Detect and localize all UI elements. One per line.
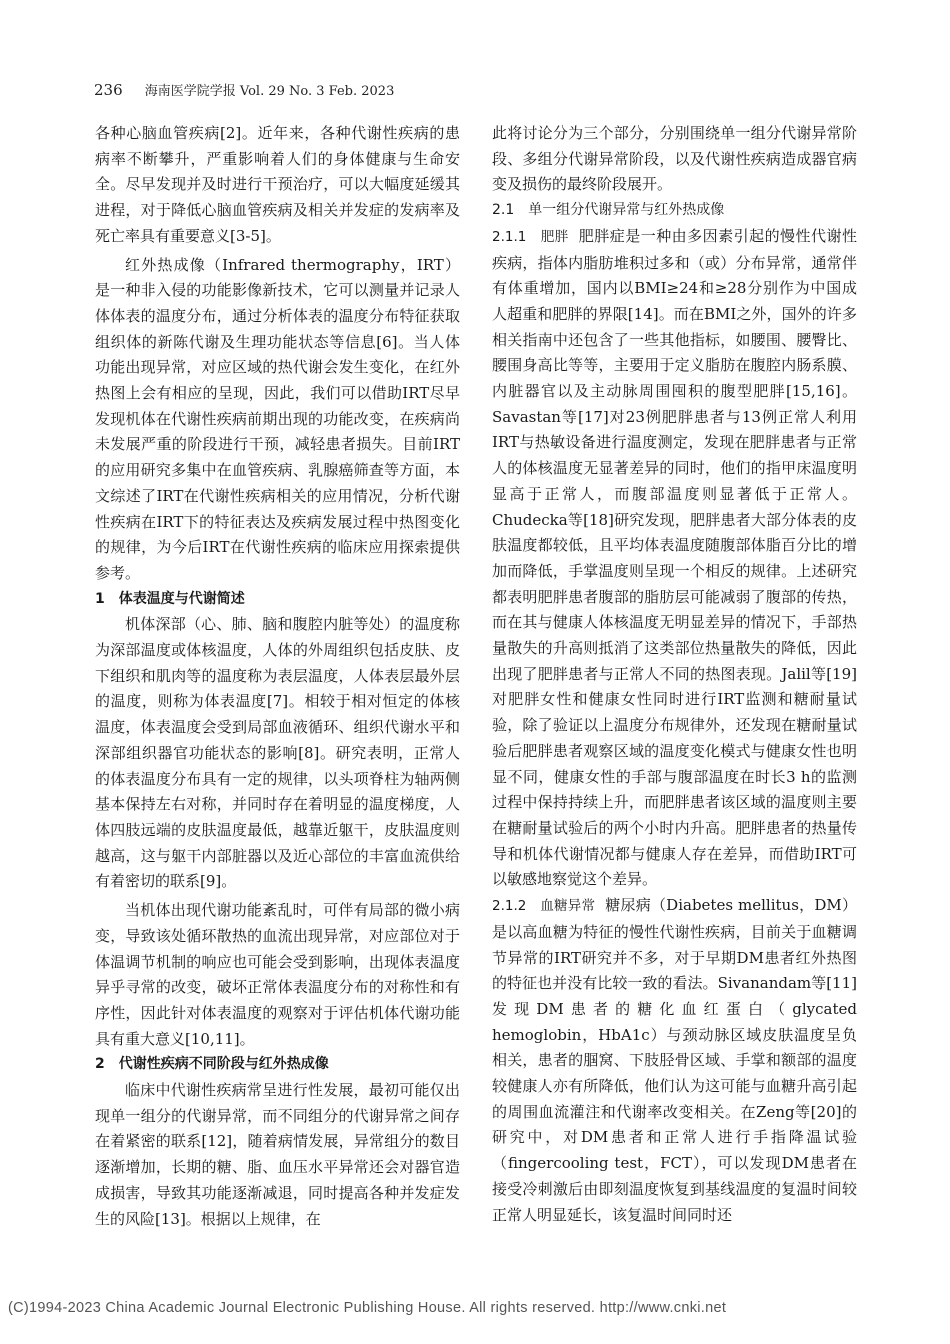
running-header [94,80,864,104]
paragraph: 当机体出现代谢功能紊乱时，可伴有局部的微小病变，导致该处循环散热的血流出现异常，对应部位对于体温调节机制的响应也可能会受到影响，出现体表温度异乎寻常的改变，破坏正常体表温度分布的对称性和有序性，因此针对体表温度的观察对于评估机体代谢功能具有重大意义[10,11]。 [95,901,460,1048]
section-heading: 2 代谢性疾病不同阶段与红外热成像 [95,1056,329,1073]
subsection-heading: 2.1 单一组分代谢异常与红外热成像 [492,202,725,219]
paragraph: 此将讨论分为三个部分，分别围绕单一组分代谢异常阶段、多组分代谢异常阶段，以及代谢性疾病造成器官病变及损伤的最终阶段展开。 [492,124,857,194]
page-number: 236 [94,81,123,99]
copyright-footer: (C)1994-2023 China Academic Journal Electronic Publishing House. All rights reserved. http://www.cnki.net [8,1300,727,1316]
subsubsection-heading: 2.1.2 血糖异常 [492,898,596,915]
paragraph: 临床中代谢性疾病常呈进行性发展，最初可能仅出现单一组分的代谢异常，而不同组分的代谢异常之间存在着紧密的联系[12]，随着病情发展，异常组分的数目逐渐增加，长期的糖、脂、血压水平异常还会对器官造成损害，导致其功能逐渐减退，同时提高各种并发症发生的风险[13]。根据以上规律，在 [95,1081,460,1228]
left-column [95,121,460,1232]
paragraph: 机体深部（心、肺、脑和腹腔内脏等处）的温度称为深部温度或体核温度，人体的外周组织包括皮肤、皮下组织和肌肉等的温度称为表层温度，人体表层最外层的温度，则称为体表温度[7]。相较于相对恒定的体核温度，体表温度会受到局部血液循环、组织代谢水平和深部组织器官功能状态的影响[8]。研究表明，正常人的体表温度分布具有一定的规律，以头项脊柱为轴两侧基本保持左右对称，并同时存在着明显的温度梯度，人体四肢远端的皮肤温度最低，越靠近躯干，皮肤温度则越高，这与躯干内部脏器以及近心部位的丰富血流供给有着密切的联系[9]。 [95,615,460,891]
section-heading: 1 体表温度与代谢简述 [95,590,245,607]
paragraph: 各种心脑血管疾病[2]。近年来，各种代谢性疾病的患病率不断攀升，严重影响着人们的身体健康与生命安全。尽早发现并及时进行干预治疗，可以大幅度延缓其进程，对于降低心脑血管疾病及相关并发症的发病率及死亡率具有重要意义[3-5]。 [95,124,460,245]
paragraph-text: 糖尿病（Diabetes mellitus，DM）是以高血糖为特征的慢性代谢性疾病，目前关于血糖调节异常的IRT研究并不多，对于早期DM患者红外热图的特征也并没有比较一致的看法。Sivanandam等[11]发现DM患者的糖化血红蛋白（glycated hemoglobin，HbA1c）与颈动脉区域皮肤温度呈负相关，患者的腘窝、下肢胫骨区域、手掌和额部的温度较健康人亦有所降低，他们认为这可能与血糖升高引起的周围血流灌注和代谢率改变相关。在Zeng等[20]的研究中，对DM患者和正常人进行手指降温试验（fingercooling test，FCT），可以发现DM患者在接受冷刺激后由即刻温度恢复到基线温度的复温时间较正常人明显延长，该复温时间同时还 [492,896,857,1224]
paragraph [492,224,857,893]
right-column [492,121,857,1228]
paragraph: 红外热成像（Infrared thermography，IRT）是一种非入侵的功能影像新技术，它可以测量并记录人体体表的温度分布，通过分析体表的温度分布特征获取组织体的新陈代谢及生理功能状态等信息[6]。当人体功能出现异常，对应区域的热代谢会发生变化，在红外热图上会有相应的呈现，因此，我们可以借助IRT尽早发现机体在代谢性疾病前期出现的功能改变，在疾病尚未发展严重的阶段进行干预，减轻患者损失。目前IRT的应用研究多集中在血管疾病、乳腺癌筛查等方面，本文综述了IRT在代谢性疾病相关的应用情况，分析代谢性疾病在IRT下的特征表达及疾病发展过程中热图变化的规律，为今后IRT在代谢性疾病的临床应用探索提供参考。 [95,255,460,582]
subsubsection-heading: 2.1.1 肥胖 [492,228,569,245]
paragraph-text: 肥胖症是一种由多因素引起的慢性代谢性疾病，指体内脂肪堆积过多和（或）分布异常，通常伴有体重增加，国内以BMI≥24和≥28分别作为中国成人超重和肥胖的界限[14]。而在BMI之外，国外的许多相关指南中还包含了一些其他指标，如腰围、腰臀比、腰围身高比等等，主要用于定义脂肪在腹腔内肠系膜、内脏器官以及主动脉周围囤积的腹型肥胖[15,16]。Savastan等[17]对23例肥胖患者与13例正常人利用IRT与热敏设备进行温度测定，发现在肥胖患者与正常人的体核温度无显著差异的同时，他们的指甲床温度明显高于正常人，而腹部温度则显著低于正常人。Chudecka等[18]研究发现，肥胖患者大部分体表的皮肤温度都较低，且平均体表温度随腹部体脂百分比的增加而降低，手掌温度则呈现一个相反的规律。上述研究都表明肥胖患者腹部的脂肪层可能减弱了腹部的传热，而在其与健康人体核温度无明显差异的情况下，手部热量散失的升高则抵消了这类部位热量散失的降低，因此出现了肥胖患者与正常人不同的热图表现。Jalil等[19]对肥胖女性和健康女性同时进行IRT监测和糖耐量试验，除了验证以上温度分布规律外，还发现在糖耐量试验后肥胖患者观察区域的温度变化模式与健康女性也明显不同，健康女性的手部与腹部温度在时长3 h的监测过程中保持持续上升，而肥胖患者该区域的温度则主要在糖耐量试验后的两个小时内升高。肥胖患者的热量传导和机体代谢情况都与健康人存在差异，而借助IRT可以敏感地察觉这个差异。 [492,226,857,889]
paragraph [492,893,857,1228]
journal-citation: 海南医学院学报 Vol. 29 No. 3 Feb. 2023 [144,84,395,99]
